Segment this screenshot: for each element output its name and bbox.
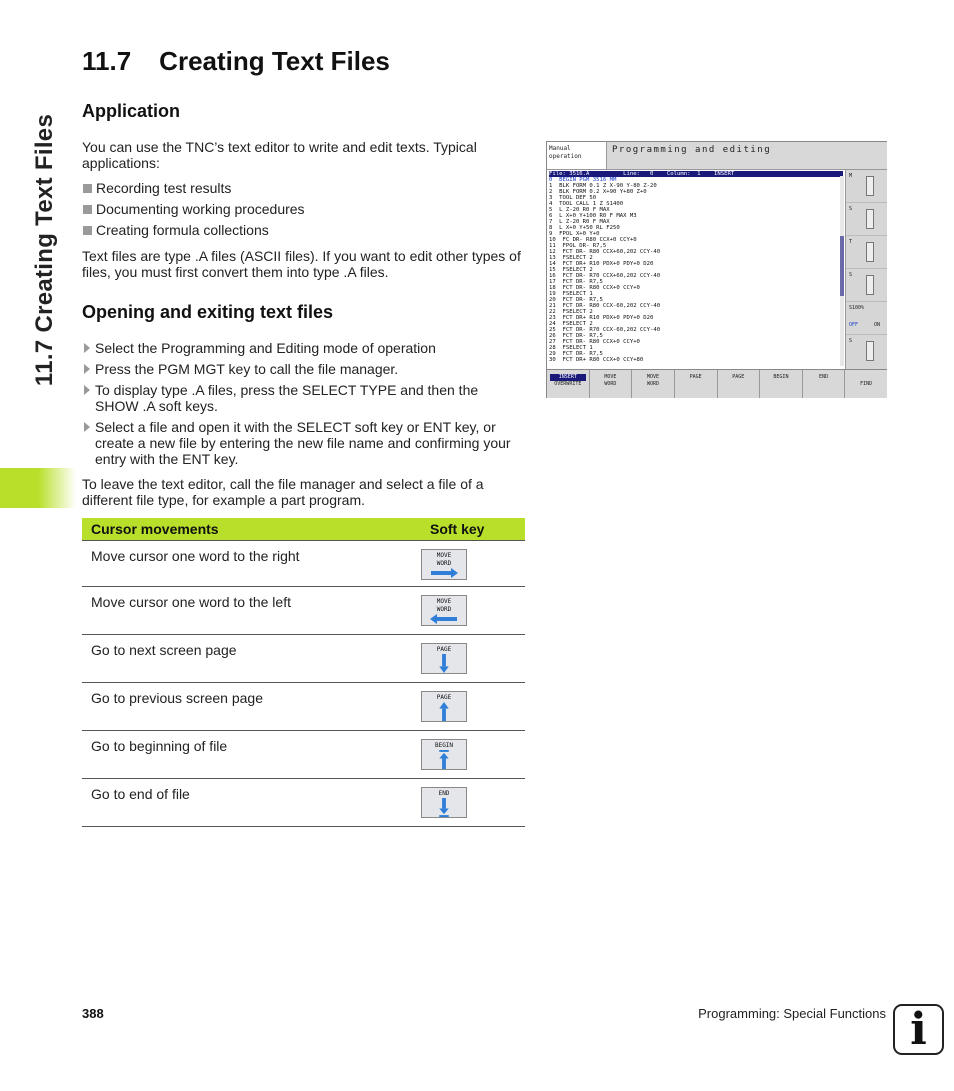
- application-note: Text files are type .A files (ASCII files). If you want to edit other types of files, you must first convert them into type .A files.: [82, 248, 521, 280]
- list-item: Documenting working procedures: [82, 201, 524, 222]
- program-line: 28 FSELECT 1: [549, 345, 593, 351]
- vertical-chapter-title: 11.7 Creating Text Files: [31, 113, 59, 387]
- screen-side-softkeys: [845, 170, 887, 369]
- screen-softkey-page-up: PAGE: [718, 370, 761, 398]
- program-line: 15 FSELECT 2: [549, 267, 593, 273]
- softkey-move-word-left: [421, 595, 467, 626]
- side-key-s2: S: [846, 269, 887, 302]
- screen-softkey-move-word-left: MOVE WORD: [632, 370, 675, 398]
- bullet-square-icon: [83, 205, 92, 214]
- program-line: 22 FSELECT 2: [549, 309, 593, 315]
- column-header-softkey: Soft key: [421, 518, 525, 540]
- program-line: 26 FCT DR- R7,5: [549, 333, 603, 339]
- opening-heading: Opening and exiting text files: [82, 302, 334, 322]
- tool-icon: [866, 209, 874, 229]
- program-line: 20 FCT DR- R7,5: [549, 297, 603, 303]
- row-label: Move cursor one word to the left: [82, 586, 421, 634]
- chapter-tab-marker: [0, 468, 76, 508]
- screen-softkey-find: FIND: [845, 370, 887, 398]
- row-label: Move cursor one word to the right: [82, 540, 421, 586]
- side-key-s3: S: [846, 335, 887, 368]
- program-line: 11 FPOL DR- R7,5: [549, 243, 607, 249]
- softkey-page-up: [421, 691, 467, 722]
- table-row: [82, 540, 525, 586]
- softkey-page-down: [421, 643, 467, 674]
- table-row: [82, 586, 525, 634]
- row-label: Go to next screen page: [82, 634, 421, 682]
- list-item: Recording test results: [82, 180, 524, 201]
- cursor-movements-table: [82, 518, 525, 827]
- table-row: [82, 778, 525, 826]
- screen-softkey-end: END: [803, 370, 846, 398]
- footer-section-title: Programming: Special Functions: [698, 1006, 886, 1021]
- table-row: [82, 682, 525, 730]
- tnc-editor-screenshot: [546, 141, 887, 398]
- softkey-cell: [421, 682, 525, 730]
- step-item: Select the Programming and Editing mode of operation: [82, 340, 524, 356]
- program-line: 19 FSELECT 1: [549, 291, 593, 297]
- program-line: 5 L Z-20 R0 F MAX: [549, 207, 610, 213]
- softkey-cell: [421, 634, 525, 682]
- arrow-right-icon: [429, 568, 459, 578]
- softkey-cell: [421, 778, 525, 826]
- step-arrow-icon: [84, 385, 90, 395]
- side-key-m: M: [846, 170, 887, 203]
- side-key-s100: S100% OFF ON: [846, 302, 887, 335]
- leave-editor-text: To leave the text editor, call the file manager and select a file of a different file type, for example a part program.: [82, 476, 484, 508]
- step-item: Select a file and open it with the SELECT soft key or ENT key, or create a new file by entering the new file name and confirming your entry with the ENT key.: [82, 419, 524, 467]
- program-line: 3 TOOL DEF 50: [549, 195, 597, 201]
- application-bullets: [82, 180, 524, 243]
- step-item: Press the PGM MGT key to call the file manager.: [82, 361, 524, 377]
- screen-title: Programming and editing: [607, 142, 887, 170]
- tool-icon: [866, 341, 874, 361]
- page-title: 11.7 Creating Text Files: [82, 46, 390, 76]
- screen-softkey-begin: BEGIN: [760, 370, 803, 398]
- program-line: 2 BLK FORM 0.2 X+90 Y+80 Z+0: [549, 189, 647, 195]
- softkey-label: BEGIN: [434, 741, 454, 749]
- program-line: 17 FCT DR- R7,5: [549, 279, 603, 285]
- arrow-left-icon: [429, 614, 459, 624]
- screen-info-bar: File: 3516.A Line: 0 Column: 1 INSERT: [549, 171, 843, 177]
- softkey-begin: [421, 739, 467, 770]
- side-key-t: T: [846, 236, 887, 269]
- bullet-square-icon: [83, 226, 92, 235]
- tool-icon: [866, 275, 874, 295]
- side-key-s: S: [846, 203, 887, 236]
- row-label: Go to previous screen page: [82, 682, 421, 730]
- program-line: 4 TOOL CALL 1 Z S1400: [549, 201, 624, 207]
- arrow-up-icon: [439, 750, 449, 769]
- screen-softkey-bar: [547, 369, 887, 398]
- opening-steps: [82, 340, 524, 472]
- program-line: 12 FCT DR- R80 CCX+60,202 CCY-40: [549, 249, 661, 255]
- screen-mode-label: Manual operation: [547, 142, 607, 170]
- column-header-cursor: Cursor movements: [82, 518, 421, 540]
- program-line: 6 L X+0 Y+100 R0 F MAX M3: [549, 213, 637, 219]
- arrow-down-icon: [439, 798, 449, 817]
- softkey-end: [421, 787, 467, 818]
- row-label: Go to end of file: [82, 778, 421, 826]
- softkey-cell: [421, 730, 525, 778]
- tool-icon: [866, 242, 874, 262]
- program-line: 1 BLK FORM 0.1 Z X-90 Y-80 Z-20: [549, 183, 657, 189]
- step-arrow-icon: [84, 364, 90, 374]
- program-line: 18 FCT DR- R80 CCX+0 CCY+0: [549, 285, 640, 291]
- program-line: 24 FSELECT 2: [549, 321, 593, 327]
- program-line: 0 BEGIN PGM 3516 MM: [549, 177, 617, 183]
- softkey-label: PAGE: [436, 693, 452, 701]
- program-line: 10 FC DR- R80 CCX+0 CCY+0: [549, 237, 637, 243]
- step-arrow-icon: [84, 422, 90, 432]
- softkey-cell: [421, 586, 525, 634]
- program-line: 25 FCT DR- R70 CCX-60,202 CCY-40: [549, 327, 661, 333]
- program-line: 16 FCT DR- R70 CCX+60,202 CCY-40: [549, 273, 661, 279]
- softkey-label: MOVE WORD: [436, 551, 452, 567]
- step-arrow-icon: [84, 343, 90, 353]
- application-intro: You can use the TNC’s text editor to write and edit texts. Typical applications:: [82, 139, 477, 171]
- screen-text-editor: [547, 170, 845, 369]
- program-line: 27 FCT DR- R80 CCX+0 CCY+0: [549, 339, 640, 345]
- screen-program-lines: [549, 177, 843, 363]
- screen-scrollbar: [840, 176, 844, 366]
- screen-softkey-page-down: PAGE: [675, 370, 718, 398]
- screen-softkey-move-word-right: MOVE WORD: [590, 370, 633, 398]
- tool-icon: [866, 176, 874, 196]
- program-line: 14 FCT DR+ R10 PDX+0 PDY+0 D20: [549, 261, 654, 267]
- softkey-label: END: [438, 789, 450, 797]
- table-row: [82, 730, 525, 778]
- step-item: To display type .A files, press the SELECT TYPE and then the SHOW .A soft keys.: [82, 382, 524, 414]
- screen-softkey-insert: INSERT OVERWRITE: [547, 370, 590, 398]
- list-item: Creating formula collections: [82, 222, 524, 243]
- arrow-down-icon: [439, 654, 449, 673]
- program-line: 7 L Z-20 R0 F MAX: [549, 219, 610, 225]
- arrow-up-icon: [439, 702, 449, 721]
- program-line: 9 FPOL X+0 Y+0: [549, 231, 600, 237]
- row-label: Go to beginning of file: [82, 730, 421, 778]
- info-icon: i: [893, 1004, 944, 1055]
- program-line: 21 FCT DR- R80 CCX-60,202 CCY-40: [549, 303, 661, 309]
- page-number: 388: [82, 1006, 104, 1021]
- softkey-label: MOVE WORD: [436, 597, 452, 613]
- program-line: 30 FCT DR+ R80 CCX+0 CCY+80: [549, 357, 644, 363]
- table-header-row: [82, 518, 525, 540]
- program-line: 13 FSELECT 2: [549, 255, 593, 261]
- bullet-square-icon: [83, 184, 92, 193]
- program-line: 23 FCT DR+ R10 PDX+0 PDY+0 D20: [549, 315, 654, 321]
- softkey-label: PAGE: [436, 645, 452, 653]
- table-row: [82, 634, 525, 682]
- program-line: 8 L X+0 Y+50 RL F250: [549, 225, 620, 231]
- softkey-move-word-right: [421, 549, 467, 580]
- program-line: 29 FCT DR- R7,5: [549, 351, 603, 357]
- softkey-cell: [421, 540, 525, 586]
- application-heading: Application: [82, 101, 180, 121]
